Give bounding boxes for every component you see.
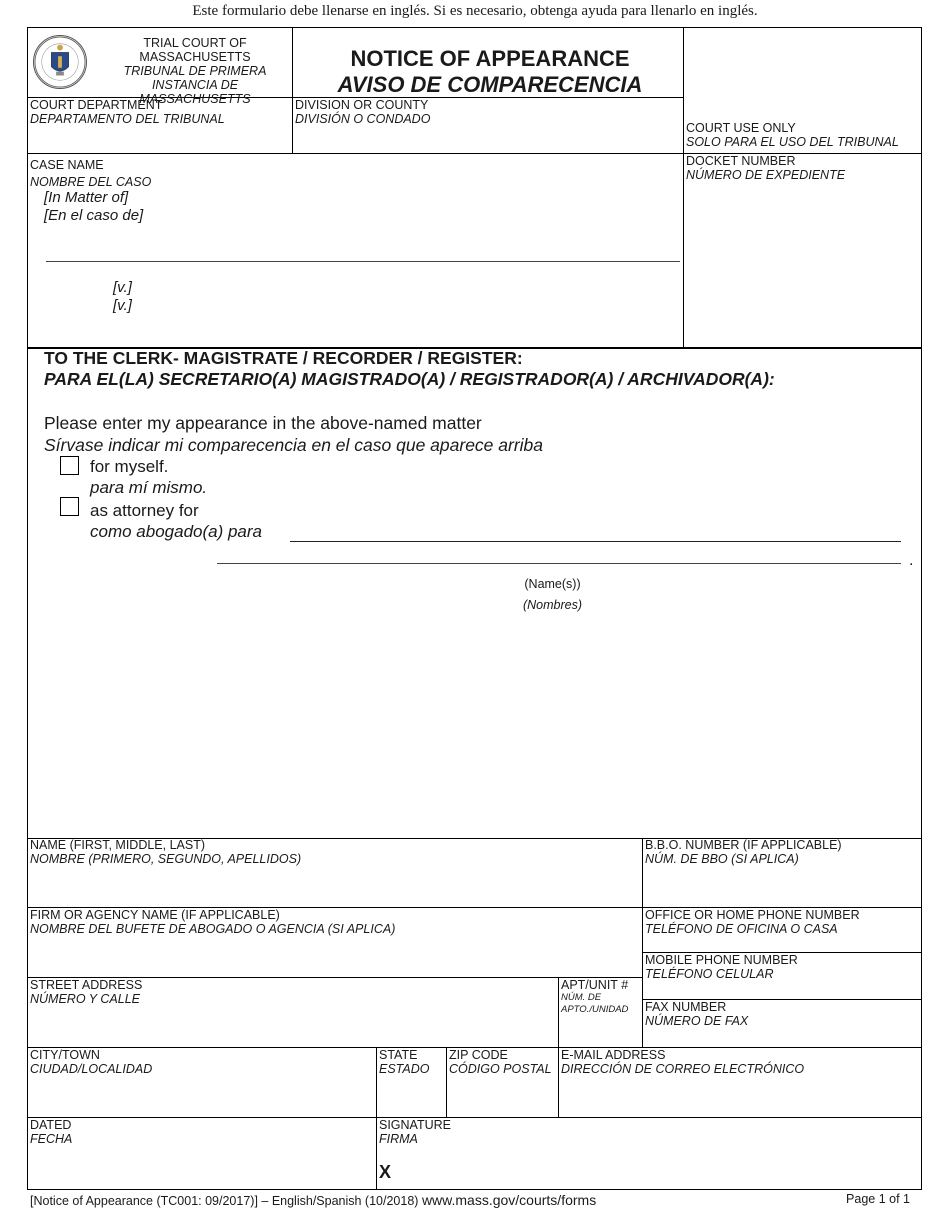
label-en: DOCKET NUMBER bbox=[686, 154, 796, 168]
signature-x-mark: X bbox=[379, 1162, 392, 1182]
clerk-heading bbox=[44, 348, 775, 390]
court-name-en-2: MASSACHUSETTS bbox=[139, 50, 251, 64]
period-mark: . bbox=[909, 552, 914, 569]
label-en: NAME (FIRST, MIDDLE, LAST) bbox=[30, 838, 206, 852]
label-en: DIVISION OR COUNTY bbox=[295, 98, 429, 112]
division-county-field[interactable] bbox=[295, 98, 430, 126]
court-use-only-label bbox=[686, 121, 899, 149]
zip-code-field[interactable] bbox=[449, 1048, 552, 1076]
label-en: B.B.O. NUMBER (IF APPLICABLE) bbox=[645, 838, 842, 852]
email-address-field[interactable] bbox=[561, 1048, 804, 1076]
versus-2: [v.] bbox=[113, 297, 132, 314]
attorney-for-line-2[interactable] bbox=[217, 563, 901, 564]
label-es: DIVISIÓN O CONDADO bbox=[295, 112, 431, 126]
label-es: NOMBRE DEL BUFETE DE ABOGADO O AGENCIA (SI APLICA) bbox=[30, 922, 396, 936]
frame-bottom bbox=[27, 1189, 922, 1190]
label-es: TELÉFONO CELULAR bbox=[645, 967, 774, 981]
case-name-line[interactable] bbox=[46, 261, 680, 262]
dated-field[interactable] bbox=[30, 1118, 72, 1146]
frame-top bbox=[27, 27, 922, 28]
divider bbox=[376, 1047, 377, 1190]
label-en: SIGNATURE bbox=[379, 1118, 451, 1132]
statement-es: Sírvase indicar mi comparecencia en el caso que aparece arriba bbox=[44, 435, 544, 455]
for-myself-checkbox[interactable] bbox=[60, 456, 79, 475]
versus-1: [v.] bbox=[113, 279, 132, 296]
label-en: FAX NUMBER bbox=[645, 1000, 727, 1014]
in-matter-es: [En el caso de] bbox=[44, 207, 144, 224]
state-field[interactable] bbox=[379, 1048, 429, 1076]
court-name bbox=[100, 36, 290, 106]
divider bbox=[27, 1117, 922, 1118]
label-en: APT/UNIT # bbox=[561, 978, 629, 992]
heading-en: TO THE CLERK- MAGISTRATE / RECORDER / REGISTER: bbox=[44, 348, 523, 368]
option-en: for myself. bbox=[90, 457, 169, 476]
label-es: NÚMERO DE FAX bbox=[645, 1014, 749, 1028]
label-es: CIUDAD/LOCALIDAD bbox=[30, 1062, 153, 1076]
forms-url[interactable]: www.mass.gov/courts/forms bbox=[421, 1192, 597, 1208]
label-en: E-MAIL ADDRESS bbox=[561, 1048, 666, 1062]
for-myself-label bbox=[90, 456, 207, 498]
versus bbox=[113, 279, 132, 315]
court-department-field[interactable] bbox=[30, 98, 225, 126]
label-es: DEPARTAMENTO DEL TRIBUNAL bbox=[30, 112, 225, 126]
court-name-es-2: INSTANCIA DE MASSACHUSETTS bbox=[139, 78, 251, 106]
label-en: OFFICE OR HOME PHONE NUMBER bbox=[645, 908, 860, 922]
option-es: para mí mismo. bbox=[90, 478, 208, 497]
label-es: ESTADO bbox=[379, 1062, 430, 1076]
signature-field[interactable] bbox=[379, 1118, 451, 1146]
option-es: como abogado(a) para bbox=[90, 522, 263, 541]
label-en: STATE bbox=[379, 1048, 418, 1062]
label-es: SOLO PARA EL USO DEL TRIBUNAL bbox=[686, 135, 899, 149]
label-en: FIRM OR AGENCY NAME (IF APPLICABLE) bbox=[30, 908, 280, 922]
street-address-field[interactable] bbox=[30, 978, 142, 1006]
divider bbox=[642, 838, 643, 1048]
label-es: NÚMERO Y CALLE bbox=[30, 992, 140, 1006]
label-en: COURT USE ONLY bbox=[686, 121, 796, 135]
as-attorney-checkbox[interactable] bbox=[60, 497, 79, 516]
label-en: MOBILE PHONE NUMBER bbox=[645, 953, 798, 967]
names-caption bbox=[0, 574, 950, 616]
city-town-field[interactable] bbox=[30, 1048, 152, 1076]
label-es: NÚM. DE BBO (SI APLICA) bbox=[645, 852, 799, 866]
statement-en: Please enter my appearance in the above-named matter bbox=[44, 413, 482, 433]
fax-number-field[interactable] bbox=[645, 1000, 748, 1028]
label-en: COURT DEPARTMENT bbox=[30, 98, 163, 112]
bbo-number-field[interactable] bbox=[645, 838, 842, 866]
footer bbox=[30, 1192, 910, 1208]
label-es-2: APTO./UNIDAD bbox=[561, 1004, 629, 1015]
title-en: NOTICE OF APPEARANCE bbox=[350, 46, 630, 71]
label-en: ZIP CODE bbox=[449, 1048, 508, 1062]
divider bbox=[446, 1047, 447, 1118]
divider bbox=[683, 27, 684, 348]
label-es: NÚMERO DE EXPEDIENTE bbox=[686, 168, 846, 182]
case-name-field[interactable] bbox=[30, 157, 151, 191]
firm-name-field[interactable] bbox=[30, 908, 395, 936]
mobile-phone-field[interactable] bbox=[645, 953, 798, 981]
name-field[interactable] bbox=[30, 838, 301, 866]
caption-en: (Name(s)) bbox=[524, 577, 581, 591]
label-en: CASE NAME bbox=[30, 158, 104, 172]
language-notice: Este formulario debe llenarse en inglés. Si es necesario, obtenga ayuda para llenarlo en inglés. bbox=[192, 3, 758, 19]
appearance-statement bbox=[44, 412, 543, 456]
attorney-for-line-1[interactable] bbox=[290, 541, 901, 542]
apt-unit-field[interactable] bbox=[561, 978, 628, 1016]
title-es: AVISO DE COMPARECENCIA bbox=[337, 72, 643, 97]
divider bbox=[558, 977, 559, 1118]
option-en: as attorney for bbox=[90, 501, 199, 520]
label-es: DIRECCIÓN DE CORREO ELECTRÓNICO bbox=[561, 1062, 805, 1076]
office-phone-field[interactable] bbox=[645, 908, 860, 936]
heading-es: PARA EL(LA) SECRETARIO(A) MAGISTRADO(A) / REGISTRADOR(A) / ARCHIVADOR(A): bbox=[44, 369, 775, 389]
in-matter-of bbox=[44, 189, 143, 225]
court-name-es-1: TRIBUNAL DE PRIMERA bbox=[123, 64, 267, 78]
label-es-1: NÚM. DE bbox=[561, 992, 602, 1003]
label-es: NOMBRE (PRIMERO, SEGUNDO, APELLIDOS) bbox=[30, 852, 302, 866]
label-es: TELÉFONO DE OFICINA O CASA bbox=[645, 922, 838, 936]
divider bbox=[292, 27, 293, 154]
in-matter-en: [In Matter of] bbox=[44, 189, 129, 206]
page-number: Page 1 of 1 bbox=[846, 1192, 910, 1206]
as-attorney-label bbox=[90, 500, 262, 542]
label-es: CÓDIGO POSTAL bbox=[449, 1062, 552, 1076]
form-id: [Notice of Appearance (TC001: 09/2017)] – English/Spanish (10/2018) bbox=[30, 1194, 419, 1208]
form-title bbox=[300, 46, 680, 98]
label-es: FECHA bbox=[30, 1132, 73, 1146]
court-name-en-1: TRIAL COURT OF bbox=[143, 36, 247, 50]
label-es: NOMBRE DEL CASO bbox=[30, 175, 152, 189]
massachusetts-seal-icon bbox=[33, 35, 87, 89]
label-en: STREET ADDRESS bbox=[30, 978, 143, 992]
label-en: DATED bbox=[30, 1118, 72, 1132]
label-es: FIRMA bbox=[379, 1132, 418, 1146]
docket-number-field[interactable] bbox=[686, 154, 845, 182]
label-en: CITY/TOWN bbox=[30, 1048, 100, 1062]
caption-es: (Nombres) bbox=[522, 598, 583, 612]
